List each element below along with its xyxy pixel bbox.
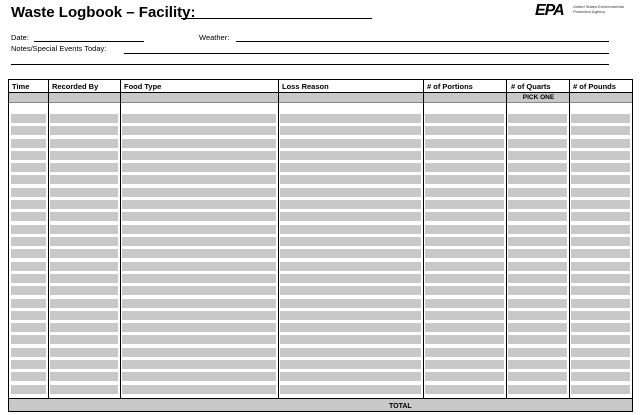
row-cell-shade[interactable] <box>280 163 421 172</box>
row-cell-shade[interactable] <box>280 274 421 283</box>
row-cell-shade[interactable] <box>571 299 630 308</box>
col-header-food-type: Food Type <box>124 82 162 91</box>
row-cell-shade[interactable] <box>50 126 118 135</box>
row-cell-shade[interactable] <box>280 188 421 197</box>
row-cell-shade[interactable] <box>280 151 421 160</box>
row-cell-shade[interactable] <box>508 175 567 184</box>
row-cell-shade[interactable] <box>425 126 504 135</box>
row-cell-shade[interactable] <box>50 188 118 197</box>
epa-logo-mark: EPA <box>535 2 564 19</box>
row-cell-shade[interactable] <box>280 139 421 148</box>
row-cell-shade[interactable] <box>571 262 630 271</box>
row-cell-shade[interactable] <box>571 163 630 172</box>
row-cell-shade[interactable] <box>11 114 46 123</box>
row-cell-shade[interactable] <box>11 225 46 234</box>
row-cell-shade[interactable] <box>11 335 46 344</box>
row-cell-shade[interactable] <box>122 372 276 381</box>
row-cell-shade[interactable] <box>280 323 421 332</box>
notes-line-1[interactable] <box>124 53 609 54</box>
row-cell-shade[interactable] <box>122 274 276 283</box>
row-cell-shade[interactable] <box>50 311 118 320</box>
row-cell-shade[interactable] <box>425 262 504 271</box>
row-cell-shade[interactable] <box>280 114 421 123</box>
notes-line-2[interactable] <box>11 64 609 65</box>
row-cell-shade[interactable] <box>571 237 630 246</box>
row-cell-shade[interactable] <box>571 200 630 209</box>
row-cell-shade[interactable] <box>425 311 504 320</box>
row-cell-shade[interactable] <box>425 139 504 148</box>
row-cell-shade[interactable] <box>425 114 504 123</box>
col-header-quarts: # of Quarts <box>511 82 551 91</box>
row-cell-shade[interactable] <box>508 237 567 246</box>
row-cell-shade[interactable] <box>50 323 118 332</box>
row-cell-shade[interactable] <box>50 139 118 148</box>
row-cell-shade[interactable] <box>280 126 421 135</box>
row-cell-shade[interactable] <box>571 114 630 123</box>
row-cell-shade[interactable] <box>571 225 630 234</box>
row-cell-shade[interactable] <box>508 360 567 369</box>
row-cell-shade[interactable] <box>122 188 276 197</box>
row-cell-shade[interactable] <box>50 274 118 283</box>
date-label: Date: <box>11 33 29 42</box>
row-cell-shade[interactable] <box>571 126 630 135</box>
row-cell-shade[interactable] <box>50 114 118 123</box>
row-cell-shade[interactable] <box>11 139 46 148</box>
row-cell-shade[interactable] <box>425 385 504 394</box>
row-cell-shade[interactable] <box>571 372 630 381</box>
page-title: Waste Logbook – Facility: <box>11 4 196 21</box>
total-label: TOTAL <box>389 403 412 410</box>
row-cell-shade[interactable] <box>50 163 118 172</box>
row-cell-shade[interactable] <box>571 311 630 320</box>
row-cell-shade[interactable] <box>280 237 421 246</box>
row-cell-shade[interactable] <box>571 348 630 357</box>
row-cell-shade[interactable] <box>571 175 630 184</box>
row-cell-shade[interactable] <box>508 385 567 394</box>
row-cell-shade[interactable] <box>425 372 504 381</box>
row-cell-shade[interactable] <box>50 237 118 246</box>
row-cell-shade[interactable] <box>280 311 421 320</box>
row-cell-shade[interactable] <box>425 335 504 344</box>
row-cell-shade[interactable] <box>122 348 276 357</box>
row-cell-shade[interactable] <box>11 249 46 258</box>
row-cell-shade[interactable] <box>11 372 46 381</box>
epa-logo-subtitle: United States Environmental Protection Agency <box>573 4 624 14</box>
row-cell-shade[interactable] <box>425 188 504 197</box>
notes-label: Notes/Special Events Today: <box>11 44 107 53</box>
row-cell-shade[interactable] <box>122 286 276 295</box>
column-divider <box>48 80 49 399</box>
row-cell-shade[interactable] <box>11 163 46 172</box>
row-cell-shade[interactable] <box>508 274 567 283</box>
row-cell-shade[interactable] <box>425 299 504 308</box>
col-header-loss-reason: Loss Reason <box>282 82 329 91</box>
row-cell-shade[interactable] <box>508 323 567 332</box>
row-cell-shade[interactable] <box>425 200 504 209</box>
row-cell-shade[interactable] <box>280 299 421 308</box>
row-cell-shade[interactable] <box>50 151 118 160</box>
row-cell-shade[interactable] <box>425 225 504 234</box>
row-cell-shade[interactable] <box>280 286 421 295</box>
weather-label: Weather: <box>199 33 230 42</box>
row-cell-shade[interactable] <box>122 175 276 184</box>
row-cell-shade[interactable] <box>571 274 630 283</box>
row-cell-shade[interactable] <box>280 262 421 271</box>
col-header-recorded-by: Recorded By <box>52 82 99 91</box>
row-cell-shade[interactable] <box>11 323 46 332</box>
row-cell-shade[interactable] <box>571 323 630 332</box>
row-cell-shade[interactable] <box>425 286 504 295</box>
col-header-pounds: # of Pounds <box>573 82 616 91</box>
col-header-portions: # of Portions <box>427 82 473 91</box>
column-divider <box>278 80 279 399</box>
row-cell-shade[interactable] <box>571 151 630 160</box>
row-cell-shade[interactable] <box>280 175 421 184</box>
waste-log-table <box>8 79 633 412</box>
row-cell-shade[interactable] <box>280 348 421 357</box>
row-cell-shade[interactable] <box>508 286 567 295</box>
row-cell-shade[interactable] <box>122 126 276 135</box>
row-cell-shade[interactable] <box>50 249 118 258</box>
row-cell-shade[interactable] <box>425 151 504 160</box>
column-divider <box>569 80 570 399</box>
row-cell-shade[interactable] <box>122 323 276 332</box>
row-cell-shade[interactable] <box>280 335 421 344</box>
row-cell-shade[interactable] <box>122 385 276 394</box>
row-cell-shade[interactable] <box>571 139 630 148</box>
row-cell-shade[interactable] <box>571 212 630 221</box>
row-cell-shade[interactable] <box>122 163 276 172</box>
row-cell-shade[interactable] <box>50 286 118 295</box>
row-cell-shade[interactable] <box>50 262 118 271</box>
row-cell-shade[interactable] <box>122 262 276 271</box>
row-cell-shade[interactable] <box>11 385 46 394</box>
row-cell-shade[interactable] <box>122 225 276 234</box>
row-cell-shade[interactable] <box>11 126 46 135</box>
row-cell-shade[interactable] <box>11 299 46 308</box>
row-cell-shade[interactable] <box>50 348 118 357</box>
row-cell-shade[interactable] <box>11 188 46 197</box>
row-cell-shade[interactable] <box>11 274 46 283</box>
row-cell-shade[interactable] <box>508 212 567 221</box>
row-cell-shade[interactable] <box>50 225 118 234</box>
row-cell-shade[interactable] <box>50 175 118 184</box>
row-cell-shade[interactable] <box>11 237 46 246</box>
row-cell-shade[interactable] <box>571 188 630 197</box>
row-cell-shade[interactable] <box>280 385 421 394</box>
column-divider <box>120 80 121 399</box>
row-cell-shade[interactable] <box>508 126 567 135</box>
row-cell-shade[interactable] <box>508 262 567 271</box>
date-line[interactable] <box>34 41 144 42</box>
row-cell-shade[interactable] <box>122 311 276 320</box>
row-cell-shade[interactable] <box>122 335 276 344</box>
row-cell-shade[interactable] <box>122 114 276 123</box>
row-cell-shade[interactable] <box>508 225 567 234</box>
row-cell-shade[interactable] <box>508 163 567 172</box>
row-cell-shade[interactable] <box>11 348 46 357</box>
row-cell-shade[interactable] <box>11 175 46 184</box>
row-cell-shade[interactable] <box>571 360 630 369</box>
row-cell-shade[interactable] <box>280 360 421 369</box>
row-cell-shade[interactable] <box>122 237 276 246</box>
row-cell-shade[interactable] <box>122 299 276 308</box>
row-cell-shade[interactable] <box>571 286 630 295</box>
row-cell-shade[interactable] <box>280 249 421 258</box>
row-cell-shade[interactable] <box>11 360 46 369</box>
row-cell-shade[interactable] <box>280 200 421 209</box>
row-cell-shade[interactable] <box>11 200 46 209</box>
row-cell-shade[interactable] <box>425 360 504 369</box>
column-divider <box>423 80 424 399</box>
row-cell-shade[interactable] <box>508 311 567 320</box>
row-cell-shade[interactable] <box>280 212 421 221</box>
row-cell-shade[interactable] <box>280 372 421 381</box>
row-cell-shade[interactable] <box>508 151 567 160</box>
row-cell-shade[interactable] <box>425 212 504 221</box>
row-cell-shade[interactable] <box>425 274 504 283</box>
row-cell-shade[interactable] <box>425 348 504 357</box>
col-header-time: Time <box>12 82 30 91</box>
row-cell-shade[interactable] <box>122 151 276 160</box>
row-cell-shade[interactable] <box>11 286 46 295</box>
row-cell-shade[interactable] <box>571 385 630 394</box>
row-cell-shade[interactable] <box>508 139 567 148</box>
row-cell-shade[interactable] <box>122 200 276 209</box>
row-cell-shade[interactable] <box>508 299 567 308</box>
row-cell-shade[interactable] <box>50 372 118 381</box>
row-cell-shade[interactable] <box>11 262 46 271</box>
epa-logo <box>535 2 625 24</box>
facility-line[interactable] <box>181 18 372 19</box>
row-cell-shade[interactable] <box>508 335 567 344</box>
row-cell-shade[interactable] <box>425 163 504 172</box>
row-cell-shade[interactable] <box>425 249 504 258</box>
row-cell-shade[interactable] <box>425 175 504 184</box>
column-divider <box>506 80 507 399</box>
row-cell-shade[interactable] <box>571 249 630 258</box>
row-cell-shade[interactable] <box>50 212 118 221</box>
row-cell-shade[interactable] <box>11 151 46 160</box>
row-cell-shade[interactable] <box>508 200 567 209</box>
row-cell-shade[interactable] <box>508 249 567 258</box>
row-cell-shade[interactable] <box>50 385 118 394</box>
row-cell-shade[interactable] <box>50 360 118 369</box>
row-cell-shade[interactable] <box>50 200 118 209</box>
row-cell-shade[interactable] <box>122 360 276 369</box>
row-cell-shade[interactable] <box>508 188 567 197</box>
row-cell-shade[interactable] <box>425 323 504 332</box>
row-cell-shade[interactable] <box>280 225 421 234</box>
row-cell-shade[interactable] <box>425 237 504 246</box>
total-band <box>9 398 632 411</box>
row-cell-shade[interactable] <box>508 114 567 123</box>
row-cell-shade[interactable] <box>508 348 567 357</box>
row-cell-shade[interactable] <box>50 299 118 308</box>
weather-line[interactable] <box>236 41 609 42</box>
row-cell-shade[interactable] <box>50 335 118 344</box>
row-cell-shade[interactable] <box>122 249 276 258</box>
row-cell-shade[interactable] <box>122 139 276 148</box>
row-cell-shade[interactable] <box>122 212 276 221</box>
row-cell-shade[interactable] <box>11 311 46 320</box>
row-cell-shade[interactable] <box>571 335 630 344</box>
pick-one-label: PICK ONE <box>522 94 555 101</box>
row-cell-shade[interactable] <box>508 372 567 381</box>
row-cell-shade[interactable] <box>11 212 46 221</box>
